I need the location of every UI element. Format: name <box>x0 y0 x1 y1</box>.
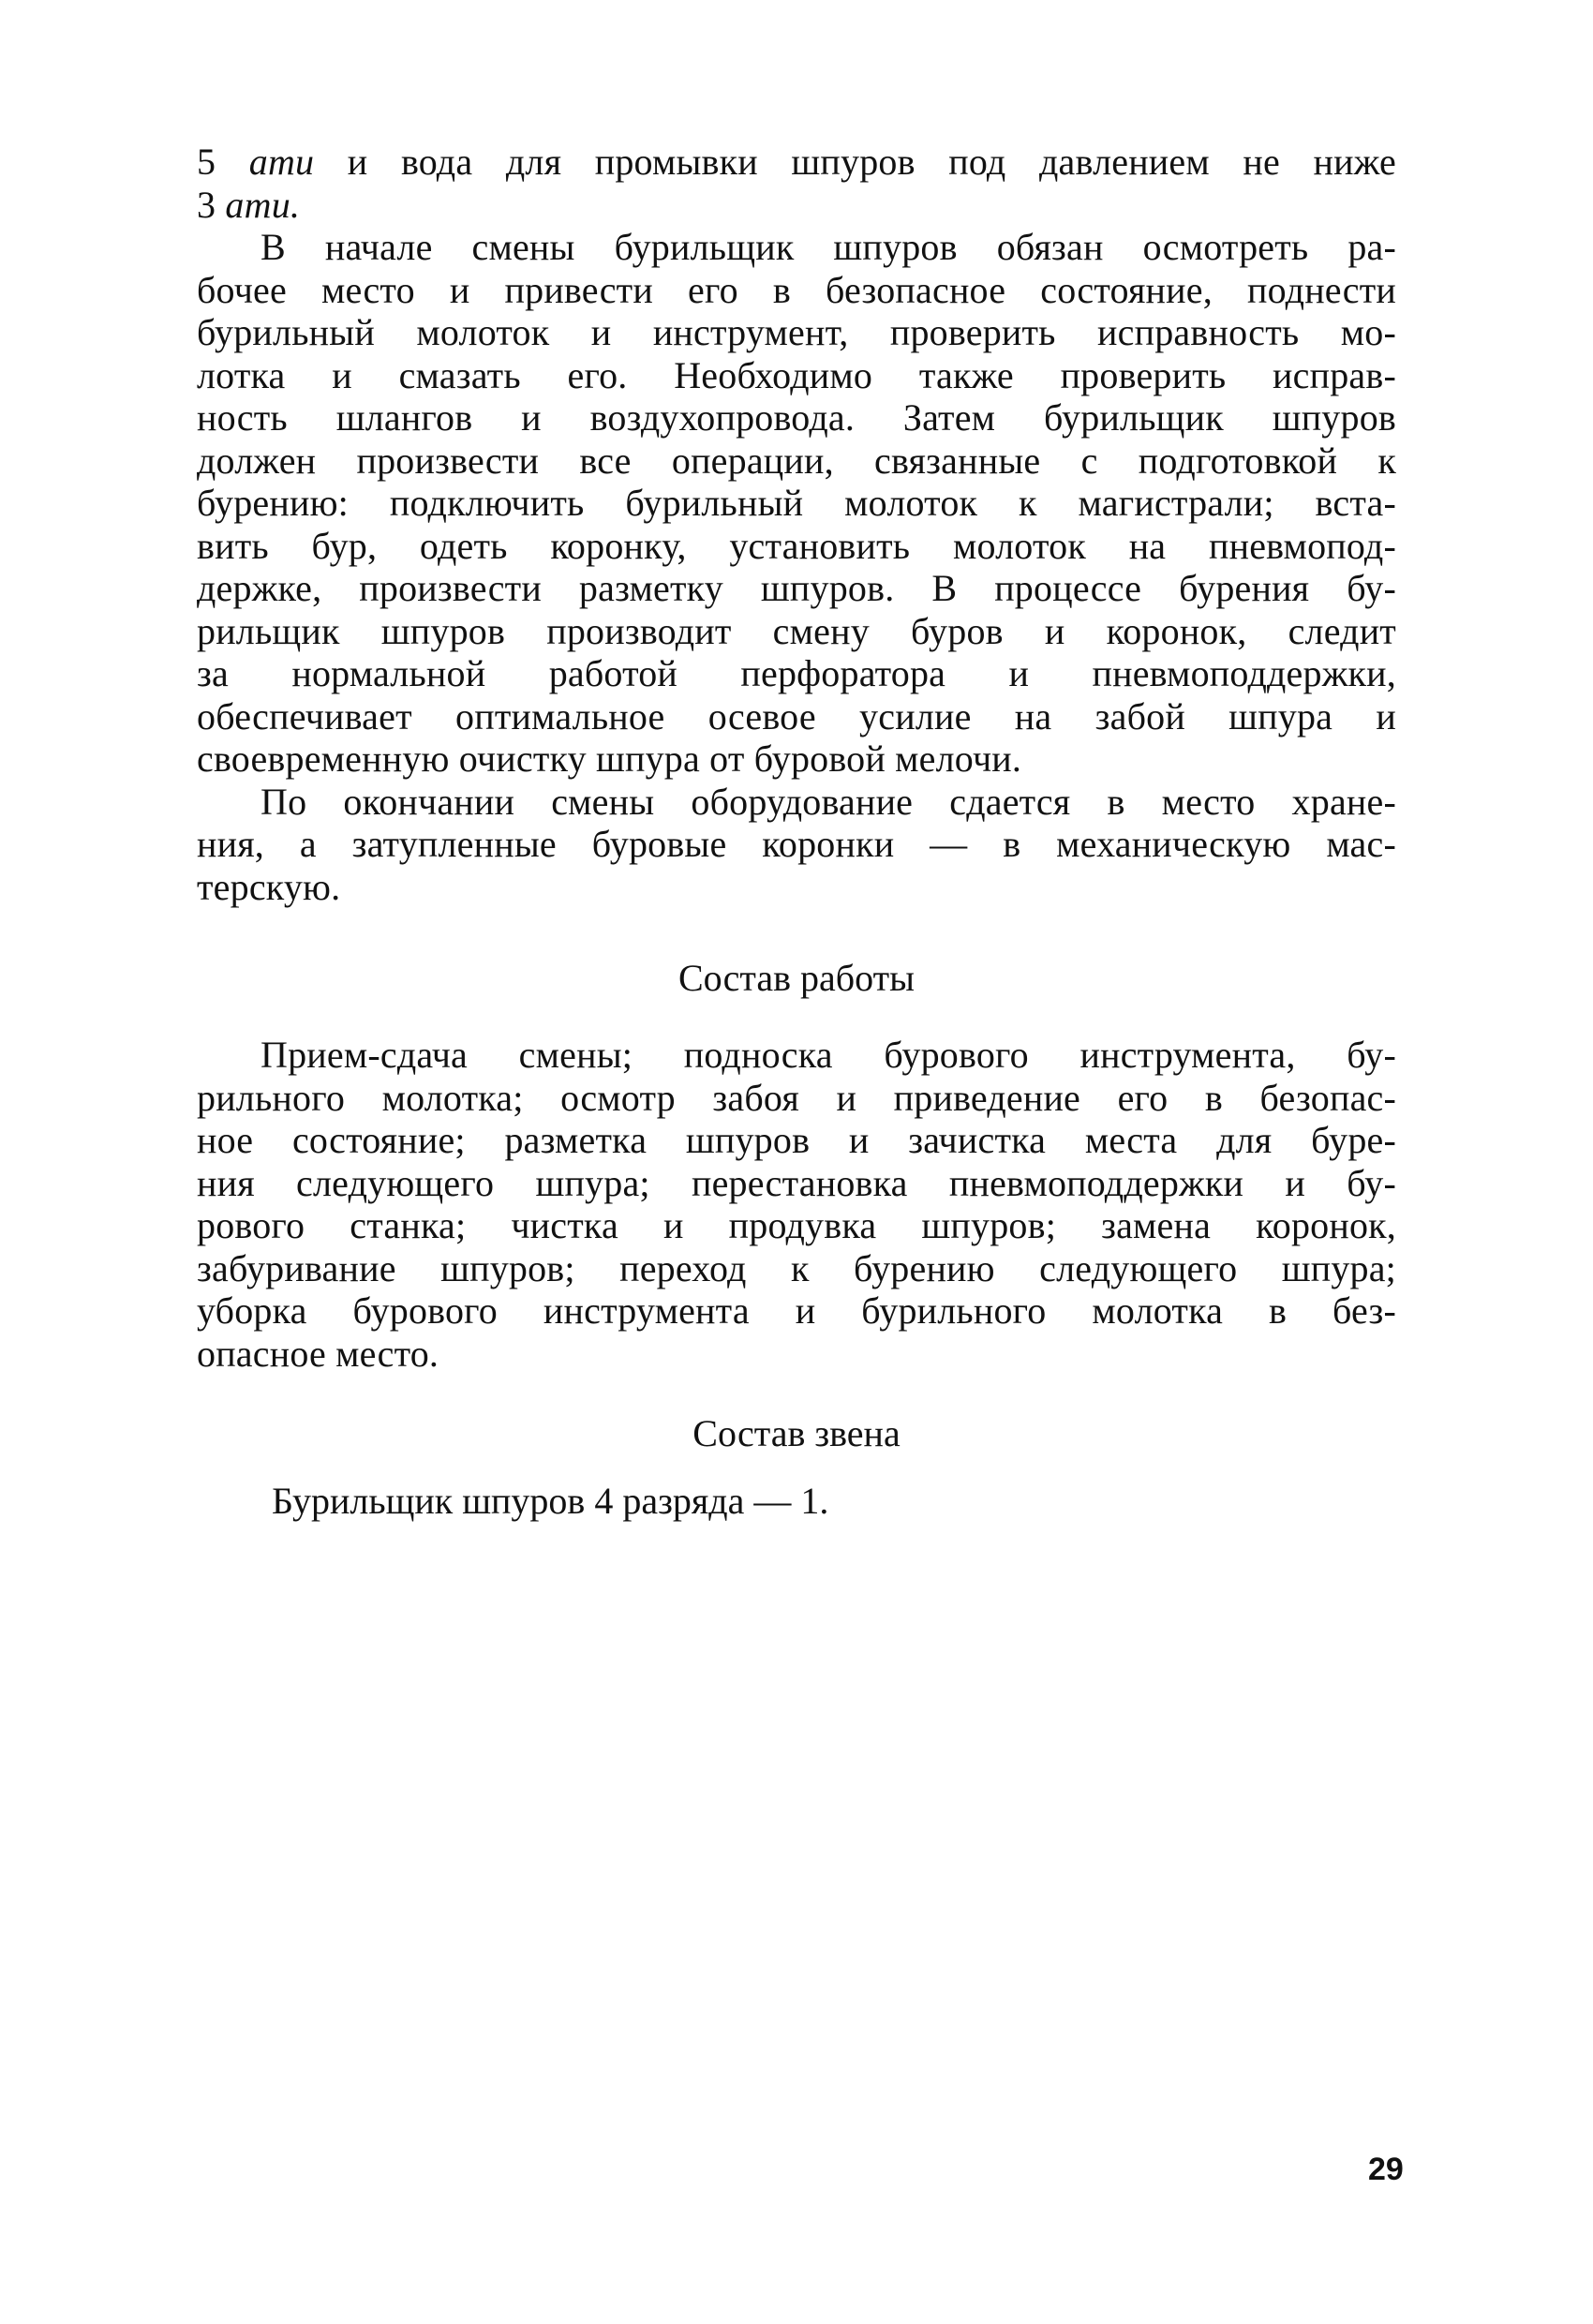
intro-line-2: 3 ати. <box>197 183 301 226</box>
text-line: рильщик шпуров производит смену буров и коронок, следит <box>197 609 1396 652</box>
text-line: терскую. <box>197 865 341 908</box>
text-line: своевременную очистку шпура от буровой мелочи. <box>197 737 1022 780</box>
text-line: ность шлангов и воздухопровода. Затем бурильщик шпуров <box>197 396 1396 439</box>
intro-line-1: 5 ати и вода для промывки шпуров под давлением не ниже <box>197 141 1396 183</box>
text-line: В начале смены бурильщик шпуров обязан осмотреть ра- <box>261 226 1396 268</box>
work-composition-heading: Состав работы <box>678 957 915 999</box>
text-line: Прием-сдача смены; подноска бурового инструмента, бу- <box>261 1034 1396 1076</box>
text-line: забуривание шпуров; переход к бурению следующего шпура; <box>197 1246 1396 1289</box>
text-line: ное состояние; разметка шпуров и зачистка места для буре- <box>197 1119 1396 1161</box>
text-line: обеспечивает оптимальное осевое усилие на забой шпура и <box>197 694 1396 737</box>
page-body <box>197 141 1396 1523</box>
text-line: лотка и смазать его. Необходимо также проверить исправ- <box>197 353 1396 396</box>
text-line: вить бур, одеть коронку, установить молоток на пневмопод- <box>197 524 1396 567</box>
text-line: опасное место. <box>197 1332 439 1375</box>
paragraph-end-of-shift <box>197 781 1396 909</box>
text-line: уборка бурового инструмента и бурильного молотка в без- <box>197 1289 1396 1332</box>
team-composition-heading: Состав звена <box>692 1412 901 1454</box>
text-line: держке, произвести разметку шпуров. В процессе бурения бу- <box>197 567 1396 609</box>
text-line: ния, а затупленные буровые коронки — в механическую мас- <box>197 823 1396 865</box>
team-composition-line: Бурильщик шпуров 4 разряда — 1. <box>272 1480 829 1522</box>
page-number: 29 <box>1368 2152 1404 2187</box>
text-line: бурению: подключить бурильный молоток к магистрали; вста- <box>197 482 1396 524</box>
text-line: должен произвести все операции, связанные с подготовкой к <box>197 439 1396 482</box>
paragraph-work-composition <box>197 1034 1396 1375</box>
text-line: рильного молотка; осмотр забоя и приведение его в безопас- <box>197 1076 1396 1119</box>
paragraph-start-of-shift <box>197 226 1396 781</box>
text-line: По окончании смены оборудование сдается в место хране- <box>261 780 1396 823</box>
text-line: бочее место и привести его в безопасное состояние, поднести <box>197 268 1396 311</box>
text-line: бурильный молоток и инструмент, проверить исправность мо- <box>197 311 1396 353</box>
text-line: рового станка; чистка и продувка шпуров; замена коронок, <box>197 1204 1396 1246</box>
text-line: ния следующего шпура; перестановка пневмоподдержки и бу- <box>197 1161 1396 1204</box>
text-line: за нормальной работой перфоратора и пневмоподдержки, <box>197 652 1396 694</box>
